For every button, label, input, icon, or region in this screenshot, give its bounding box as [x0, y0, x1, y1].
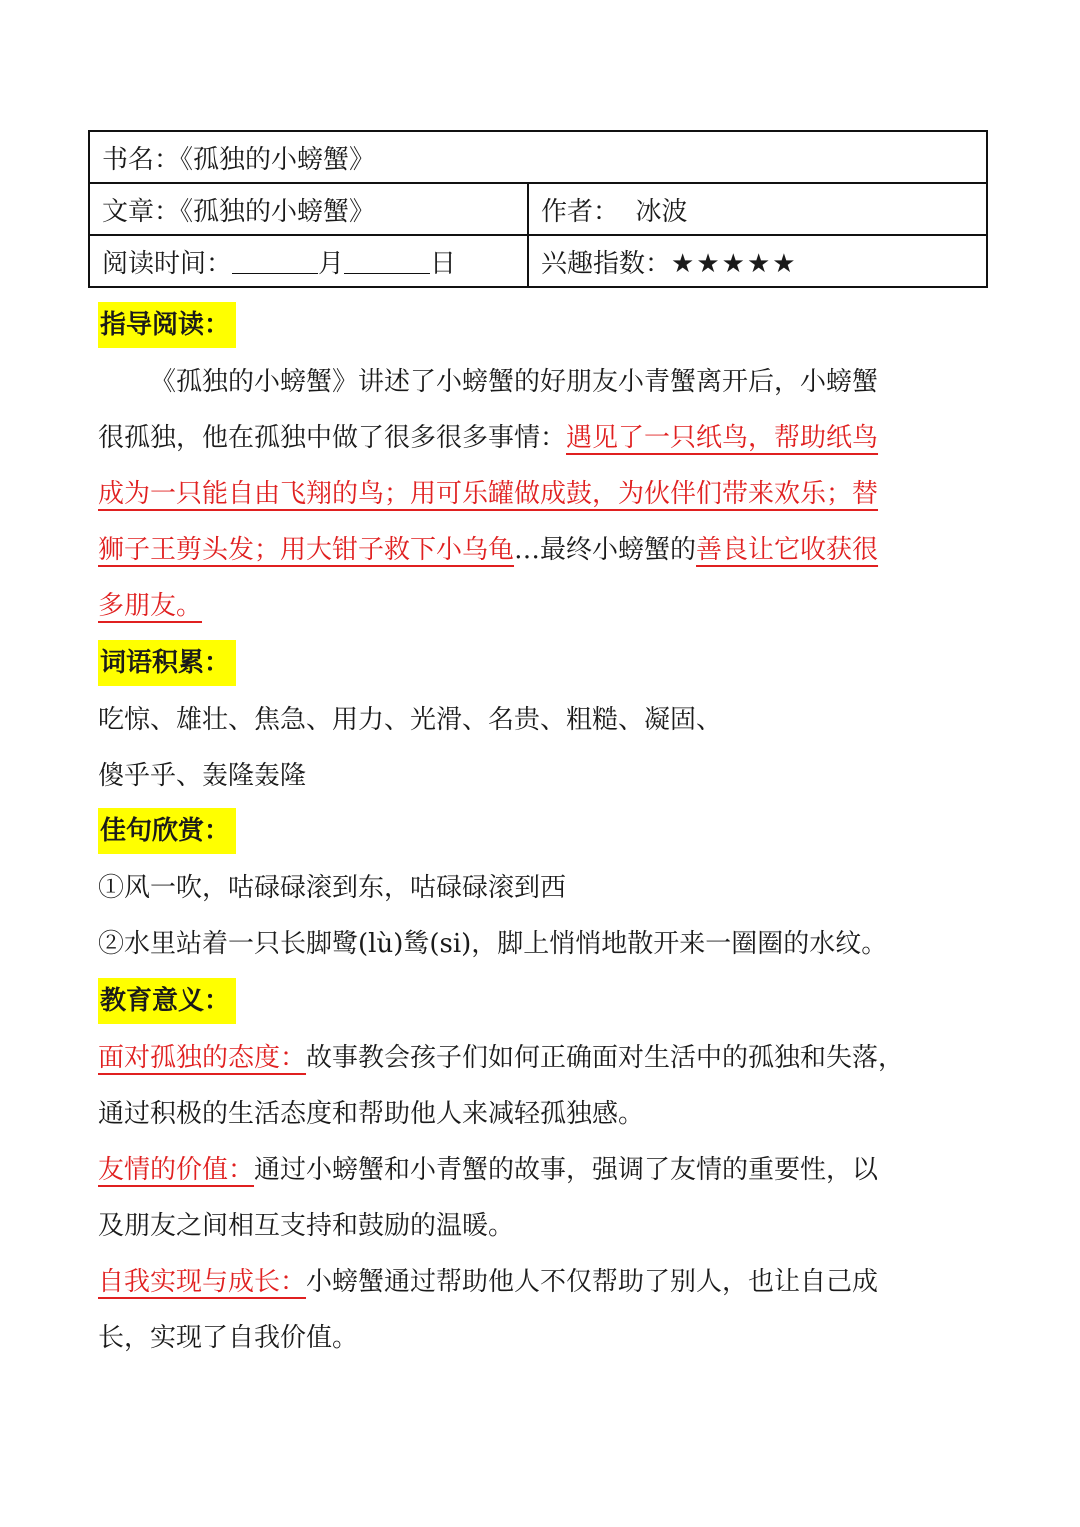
month-blank[interactable] — [232, 251, 318, 274]
guide-line — [98, 522, 982, 578]
sentences-list — [98, 860, 982, 972]
reading-time-cell — [89, 235, 528, 287]
guide-highlight: 狮子王剪头发；用大钳子救下小乌龟 — [98, 535, 515, 565]
meaning-line: 及朋友之间相互支持和鼓励的温暖。 — [98, 1211, 515, 1241]
interest-cell — [528, 235, 987, 287]
day-blank[interactable] — [344, 251, 430, 274]
meaning-line — [98, 1142, 982, 1198]
article-cell — [89, 183, 528, 235]
vocab-line: 傻乎乎、轰隆轰隆 — [98, 761, 307, 791]
guide-text: …最终小螃蟹的 — [514, 535, 697, 565]
meaning-line — [98, 1254, 982, 1310]
meaning-line: 通过积极的生活态度和帮助他人来减轻孤独感。 — [98, 1099, 645, 1129]
guide-line — [98, 410, 982, 466]
meaning-heading: 教育意义： — [98, 978, 236, 1024]
vocab-heading: 词语积累： — [98, 640, 236, 686]
meaning-label: 自我实现与成长： — [98, 1267, 307, 1297]
guide-line — [98, 466, 982, 522]
meaning-label: 友情的价值： — [98, 1155, 255, 1185]
guide-highlight: 成为一只能自由飞翔的鸟；用可乐罐做成鼓，为伙伴们带来欢乐；替 — [98, 479, 879, 509]
day-label: 日 — [430, 248, 457, 279]
sentence-item: ②水里站着一只长脚鹭(lù)鸶(si)，脚上悄悄地散开来一圈圈的水纹。 — [98, 929, 888, 959]
reading-time-label: 阅读时间： — [102, 248, 233, 279]
meaning-text: 通过小螃蟹和小青蟹的故事，强调了友情的重要性，以 — [254, 1155, 879, 1185]
vocab-list — [98, 692, 982, 804]
meaning-line: 长，实现了自我价值。 — [98, 1323, 359, 1353]
article-title: 《孤独的小螃蟹》 — [180, 196, 376, 227]
sentence-item: ①风一吹，咕碌碌滚到东，咕碌碌滚到西 — [98, 873, 567, 903]
article-row — [89, 183, 987, 235]
article-label: 文章： — [102, 196, 181, 227]
time-row — [89, 235, 987, 287]
author-label: 作者： — [541, 196, 620, 227]
guide-heading: 指导阅读： — [98, 302, 236, 348]
meaning-text: 故事教会孩子们如何正确面对生活中的孤独和失落， — [306, 1043, 905, 1073]
meaning-label: 面对孤独的态度： — [98, 1043, 307, 1073]
author-name: 冰波 — [635, 196, 688, 227]
meaning-list — [98, 1030, 982, 1366]
guide-paragraph — [98, 354, 982, 634]
guide-highlight: 多朋友。 — [98, 591, 203, 621]
interest-label: 兴趣指数： — [541, 248, 672, 279]
author-cell — [528, 183, 987, 235]
book-cell — [89, 131, 987, 183]
book-title: 《孤独的小螃蟹》 — [180, 144, 376, 175]
guide-highlight: 遇见了一只纸鸟，帮助纸鸟 — [566, 423, 879, 453]
guide-highlight: 善良让它收获很 — [696, 535, 879, 565]
sentences-heading: 佳句欣赏： — [98, 808, 236, 854]
meaning-text: 小螃蟹通过帮助他人不仅帮助了别人，也让自己成 — [306, 1267, 879, 1297]
book-row — [89, 131, 987, 183]
meaning-line — [98, 1030, 982, 1086]
guide-text: 很孤独，他在孤独中做了很多很多事情： — [98, 423, 567, 453]
interest-stars-icon: ★★★★★ — [671, 248, 798, 279]
guide-line — [98, 578, 982, 634]
month-label: 月 — [318, 248, 345, 279]
book-info-table — [88, 130, 988, 288]
guide-line: 《孤独的小螃蟹》讲述了小螃蟹的好朋友小青蟹离开后，小螃蟹 — [150, 367, 879, 397]
book-label: 书名： — [102, 144, 181, 175]
vocab-line: 吃惊、雄壮、焦急、用力、光滑、名贵、粗糙、凝固、 — [98, 705, 723, 735]
